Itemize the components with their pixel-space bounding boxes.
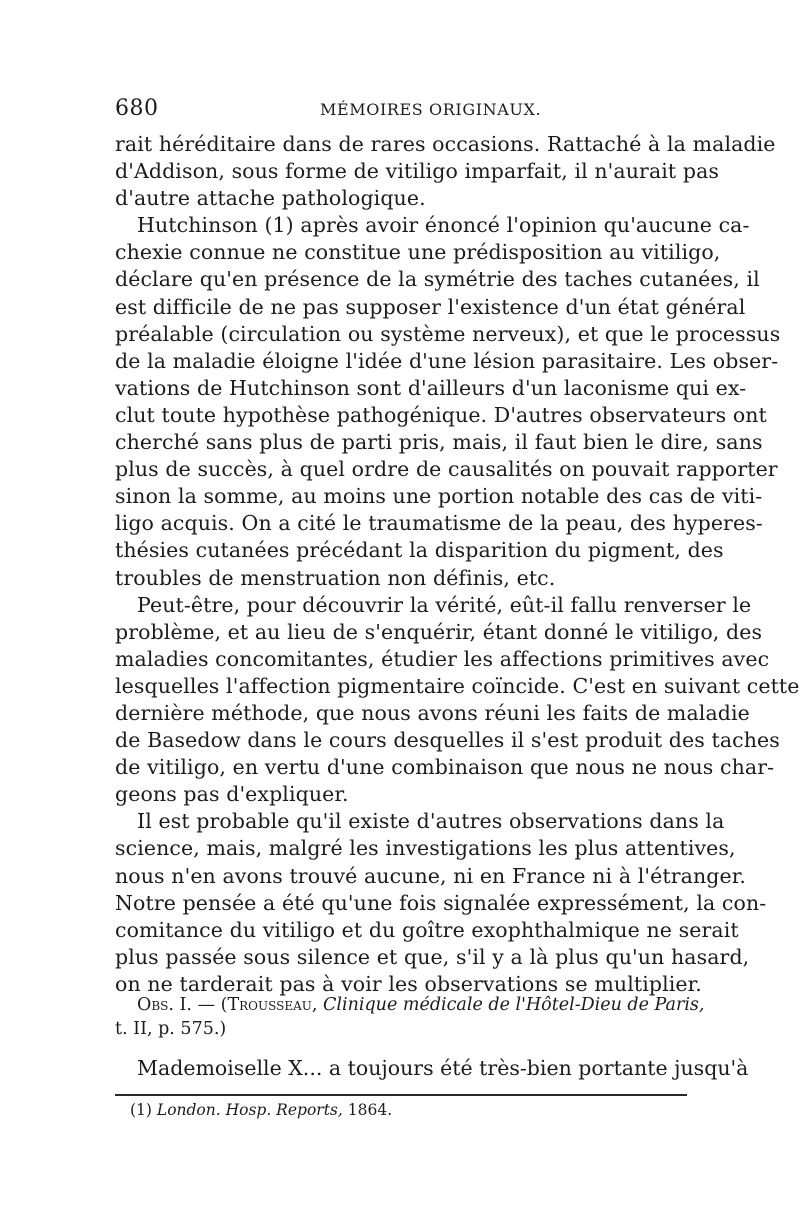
text-line: de la maladie éloigne l'idée d'une lésion parasitaire. Les obser- — [115, 348, 779, 373]
text-line: problème, et au lieu de s'enquérir, étant donné le vitiligo, des — [115, 619, 763, 644]
footnote-marker: (1) — [130, 1101, 152, 1119]
text-line: dernière méthode, que nous avons réuni les faits de maladie — [115, 700, 750, 725]
page-header — [115, 96, 687, 124]
observation-work: Clinique médicale de l'Hôtel-Dieu de Paris, — [323, 995, 705, 1015]
page-number: 680 — [115, 96, 159, 121]
observation-label: Obs. I. — [137, 995, 192, 1015]
text-line: comitance du vitiligo et du goître exophthalmique ne serait — [115, 917, 739, 942]
text-line: on ne tarderait pas à voir les observations se multiplier. — [115, 971, 702, 996]
text-line: thésies cutanées précédant la disparition du pigment, des — [115, 538, 724, 563]
text-line: plus passée sous silence et que, s'il y a là plus qu'un hasard, — [115, 944, 750, 969]
last-line-text: Mademoiselle X... a toujours été très-bien portante jusqu'à — [137, 1056, 749, 1080]
text-line: préalable (circulation ou système nerveux), et que le processus — [115, 321, 781, 346]
text-line: d'Addison, sous forme de vitiligo imparfait, il n'aurait pas — [115, 159, 720, 184]
text-line: lesquelles l'affection pigmentaire coïncide. C'est en suivant cette — [115, 673, 800, 698]
observation-line-1 — [115, 993, 705, 1017]
text-line: Il est probable qu'il existe d'autres observations dans la — [137, 809, 725, 834]
text-line: rait héréditaire dans de rares occasions. Rattaché à la maladie — [115, 132, 776, 156]
observation-author: Trousseau, — [227, 995, 318, 1015]
text-line: d'autre attache pathologique. — [115, 186, 426, 211]
body-text — [115, 131, 800, 998]
text-line: de Basedow dans le cours desquelles il s'est produit des taches — [115, 728, 780, 753]
last-text-line — [115, 1055, 749, 1082]
text-line: ligo acquis. On a cité le traumatisme de la peau, des hyperes- — [115, 511, 763, 536]
text-line: troubles de menstruation non définis, etc. — [115, 565, 556, 590]
text-line: maladies concomitantes, étudier les affections primitives avec — [115, 646, 770, 671]
footnote — [130, 1101, 392, 1119]
text-line: déclare qu'en présence de la symétrie des taches cutanées, il — [115, 267, 760, 292]
text-line: nous n'en avons trouvé aucune, ni en France ni à l'étranger. — [115, 863, 746, 888]
footnote-source: London. Hosp. Reports, — [156, 1101, 343, 1119]
text-line: est difficile de ne pas supposer l'existence d'un état général — [115, 294, 746, 319]
text-line: plus de succès, à quel ordre de causalités on pouvait rapporter — [115, 457, 778, 482]
footnote-year: 1864. — [347, 1101, 393, 1119]
text-line: Notre pensée a été qu'une fois signalée expressément, la con- — [115, 890, 767, 915]
text-line: clut toute hypothèse pathogénique. D'autres observateurs ont — [115, 402, 767, 427]
text-line: Peut-être, pour découvrir la vérité, eût-il fallu renverser le — [137, 592, 752, 617]
text-line: Hutchinson (1) après avoir énoncé l'opinion qu'aucune ca- — [137, 213, 750, 238]
observation-heading — [115, 993, 705, 1041]
footnote-divider — [115, 1094, 687, 1096]
observation-reference: t. II, p. 575.) — [115, 1019, 227, 1039]
running-title: MÉMOIRES ORIGINAUX. — [320, 100, 542, 119]
text-line: de vitiligo, en vertu d'une combinaison que nous ne nous char- — [115, 755, 775, 780]
text-line: science, mais, malgré les investigations les plus attentives, — [115, 836, 736, 861]
text-line: vations de Hutchinson sont d'ailleurs d'un laconisme qui ex- — [115, 375, 747, 400]
text-line: chexie connue ne constitue une prédisposition au vitiligo, — [115, 240, 721, 265]
text-line: sinon la somme, au moins une portion notable des cas de viti- — [115, 484, 763, 509]
observation-dash: — ( — [192, 995, 228, 1015]
text-line: geons pas d'expliquer. — [115, 782, 349, 807]
text-line: cherché sans plus de parti pris, mais, il faut bien le dire, sans — [115, 430, 763, 455]
